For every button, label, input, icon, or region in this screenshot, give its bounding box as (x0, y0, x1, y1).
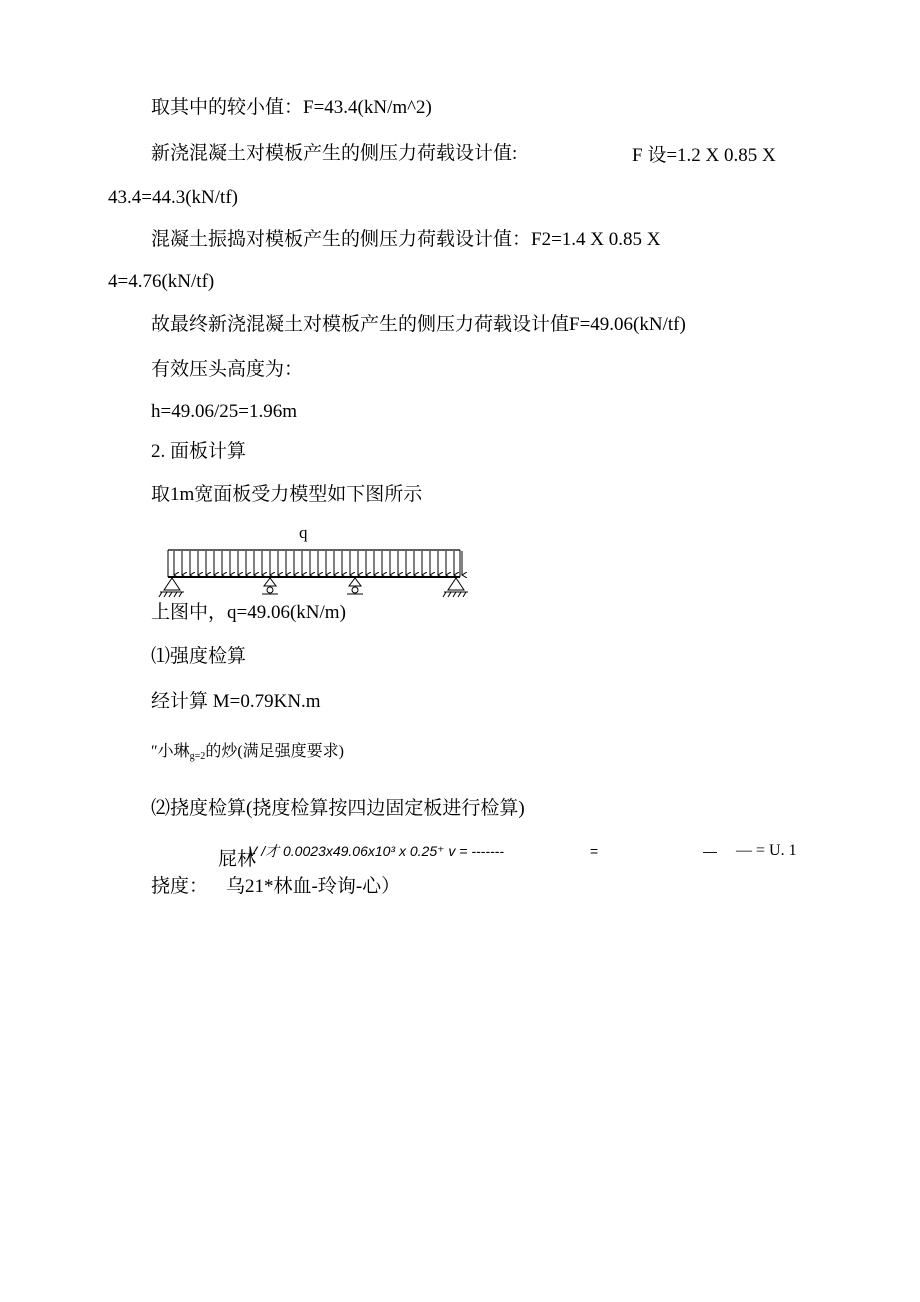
support-pin-left (159, 578, 184, 597)
stress-check-part-b: 的炒(满足强度要求) (205, 743, 344, 760)
text-model-intro: 取1m宽面板受力模型如下图所示 (151, 484, 423, 505)
section-heading-strength: ⑴强度检算 (151, 646, 247, 667)
stress-check-part-a: ″小琳 (151, 743, 190, 760)
deflection-expression: 乌21*林血-玲询-心） (226, 876, 401, 897)
text-vibration-pressure-result: 4=4.76(kN/tf) (108, 271, 215, 292)
beam-load-diagram (150, 520, 480, 602)
text-moment: 经计算 M=0.79KN.m (151, 691, 321, 712)
text-head-height-formula: h=49.06/25=1.96m (151, 401, 297, 422)
section-heading-panel-calc: 2. 面板计算 (151, 441, 247, 462)
text-lateral-pressure-formula: F 设=1.2 X 0.85 X (632, 145, 776, 166)
text-q-value: 上图中，q=49.06(kN/m) (151, 602, 346, 623)
text-stress-check (151, 740, 344, 769)
text-final-pressure: 故最终新浇混凝土对模板产生的侧压力荷载设计值F=49.06(kN/tf) (151, 314, 686, 335)
deflection-formula-end: — = U. 1 (736, 842, 797, 859)
load-label: q (299, 523, 308, 542)
text-vibration-pressure: 混凝土振捣对模板产生的侧压力荷载设计值：F2=1.4 X 0.85 X (151, 229, 661, 250)
deflection-label: 挠度： (151, 876, 209, 897)
section-heading-deflection: ⑵挠度检算(挠度检算按四边固定板进行检算) (151, 798, 525, 819)
support-pin-right (443, 578, 468, 597)
deflection-formula-eq: = (590, 843, 599, 859)
stress-check-subscript: g=2 (189, 751, 206, 762)
text-head-height-label: 有效压头高度为： (151, 359, 304, 380)
support-roller-2 (347, 578, 363, 594)
support-roller-1 (262, 578, 278, 594)
text-min-value: 取其中的较小值：F=43.4(kN/m^2) (151, 97, 432, 118)
text-lateral-pressure-label: 新浇混凝土对模板产生的侧压力荷载设计值: (151, 143, 518, 164)
deflection-formula-dash: — (703, 843, 717, 859)
text-lateral-pressure-result: 43.4=44.3(kN/tf) (108, 187, 238, 208)
distributed-load-arrows (174, 551, 462, 575)
deflection-formula-main: V /才 0.0023x49.06x10³ x 0.25⁺ v = ------- (248, 843, 504, 859)
deflection-formula-left: 屁林 (218, 849, 257, 870)
